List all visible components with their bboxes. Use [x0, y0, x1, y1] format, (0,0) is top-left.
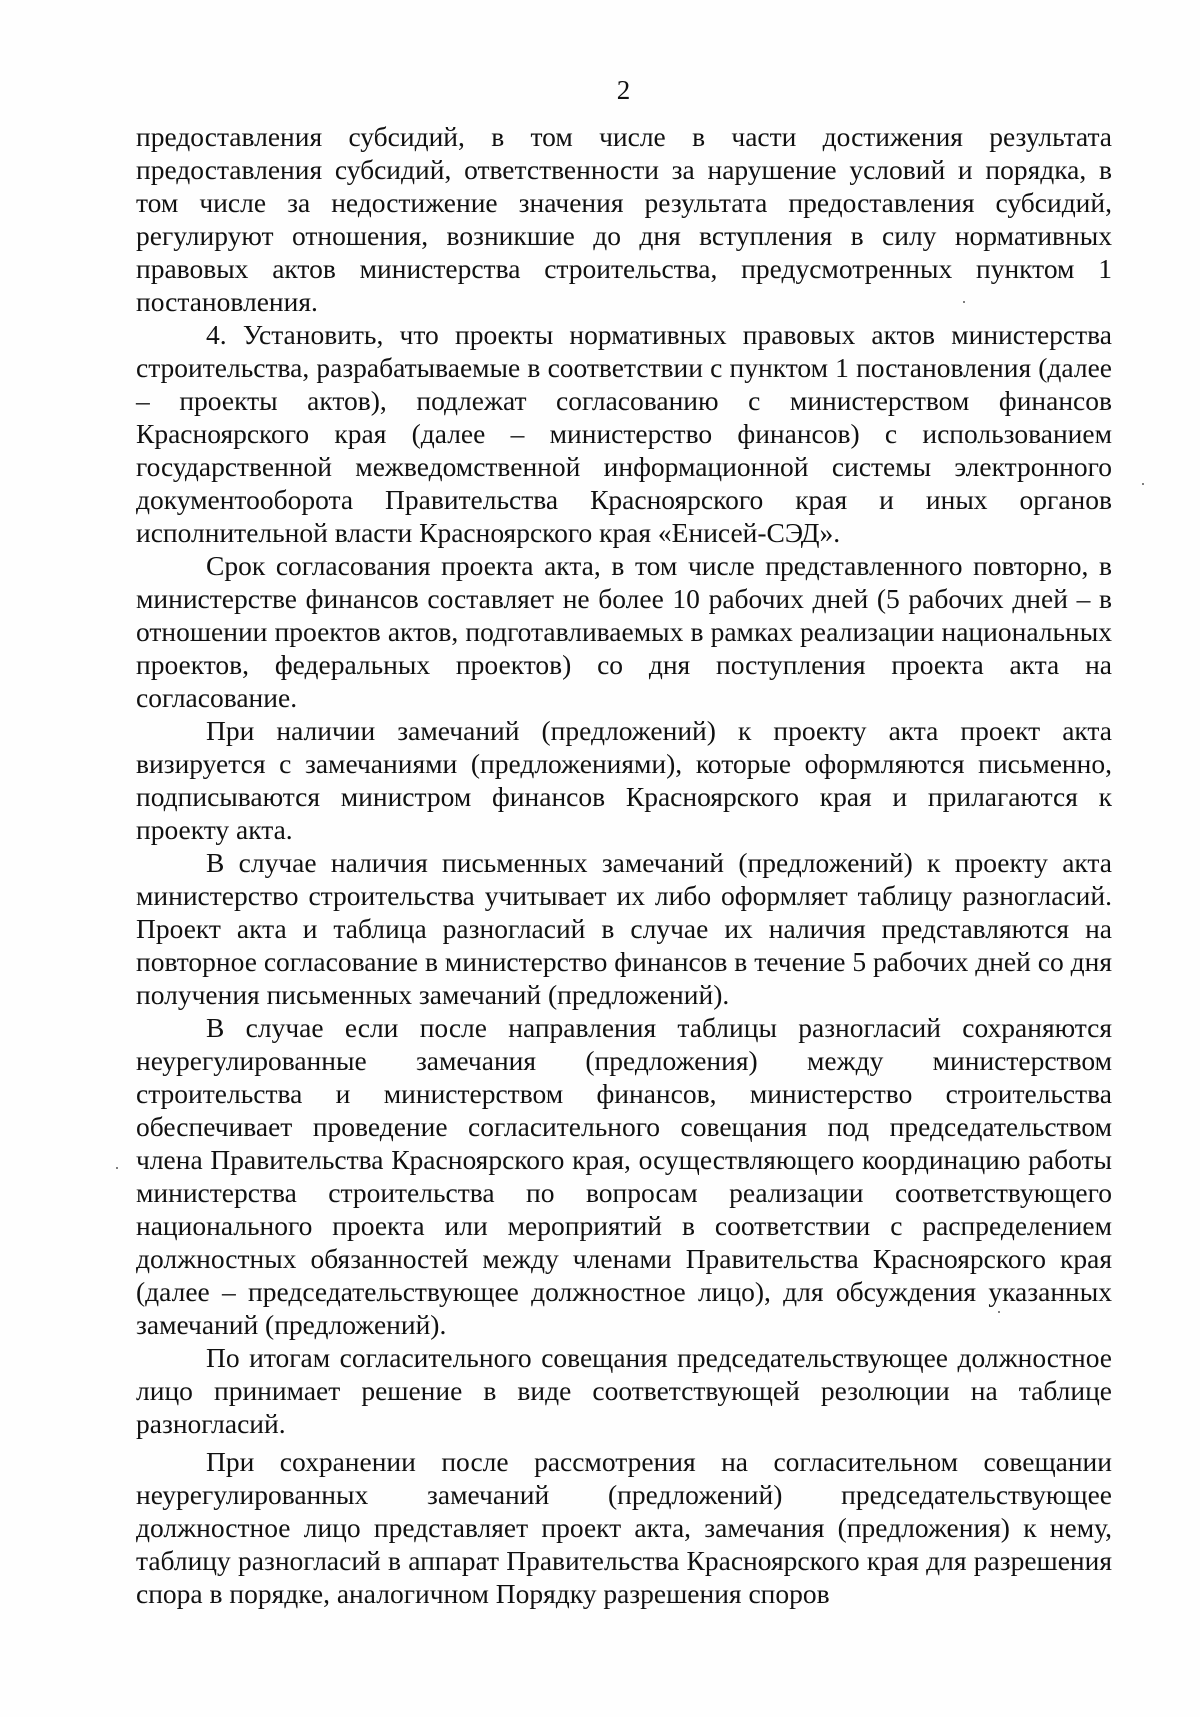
document-body [136, 120, 1112, 1610]
paragraph-disagreement-table: В случае наличия письменных замечаний (предложений) к проекту акта министерство строительства учитывает их либо оформляет таблицу разногласий. Проект акта и таблица разногласий в случае их наличия представляются на повторное согласование в министерство финансов в течение 5 рабочих дней со дня получения письменных замечаний (предложений). [136, 847, 1112, 1010]
scan-speck [1142, 483, 1144, 485]
scan-speck [963, 301, 965, 303]
paragraph-meeting-results: По итогам согласительного совещания председательствующее должностное лицо принимает решение в виде соответствующей резолюции на таблице разногласий. [136, 1342, 1112, 1439]
page-number: 2 [616, 75, 631, 105]
scan-speck [116, 1167, 118, 1169]
paragraph-conciliation-meeting: В случае если после направления таблицы разногласий сохраняются неурегулированные замечания (предложения) между министерством строительства и министерством финансов, министерство строительства обеспечивает проведение согласительного совещания под председательством члена Правительства Красноярского края, осуществляющего координацию работы министерства строительства по вопросам реализации соответствующего национального проекта или мероприятий в соответствии с распределением должностных обязанностей между членами Правительства Красноярского края (далее – председательствующее должностное лицо), для обсуждения указанных замечаний (предложений). [136, 1012, 1112, 1340]
paragraph-item-4: 4. Установить, что проекты нормативных правовых актов министерства строительства, разрабатываемые в соответствии с пунктом 1 постановления (далее – проекты актов), подлежат согласованию с министерством финансов Красноярского края (далее – министерство финансов) с использованием государственной межведомственной информационной системы электронного документооборота Правительства Красноярского края и иных органов исполнительной власти Красноярского края «Енисей-СЭД». [136, 319, 1112, 548]
scan-speck [998, 1311, 1000, 1313]
paragraph-approval-term: Срок согласования проекта акта, в том числе представленного повторно, в министерстве финансов составляет не более 10 рабочих дней (5 рабочих дней – в отношении проектов актов, подготавливаемых в рамках реализации национальных проектов, федеральных проектов) со дня поступления проекта акта на согласование. [136, 550, 1112, 713]
paragraph-remarks: При наличии замечаний (предложений) к проекту акта проект акта визируется с замечаниями (предложениями), которые оформляются письменно, подписываются министром финансов Красноярского края и прилагаются к проекту акта. [136, 715, 1112, 845]
paragraph-continuation: предоставления субсидий, в том числе в части достижения результата предоставления субсидий, ответственности за нарушение условий и порядка, в том числе за недостижение значения результата предоставления субсидий, регулируют отношения, возникшие до дня вступления в силу нормативных правовых актов министерства строительства, предусмотренных пунктом 1 постановления. [136, 121, 1112, 317]
paragraph-dispute-resolution: При сохранении после рассмотрения на согласительном совещании неурегулированных замечаний (предложений) председательствующее должностное лицо представляет проект акта, замечания (предложения) к нему, таблицу разногласий в аппарат Правительства Красноярского края для разрешения спора в порядке, аналогичном Порядку разрешения споров [136, 1446, 1112, 1609]
